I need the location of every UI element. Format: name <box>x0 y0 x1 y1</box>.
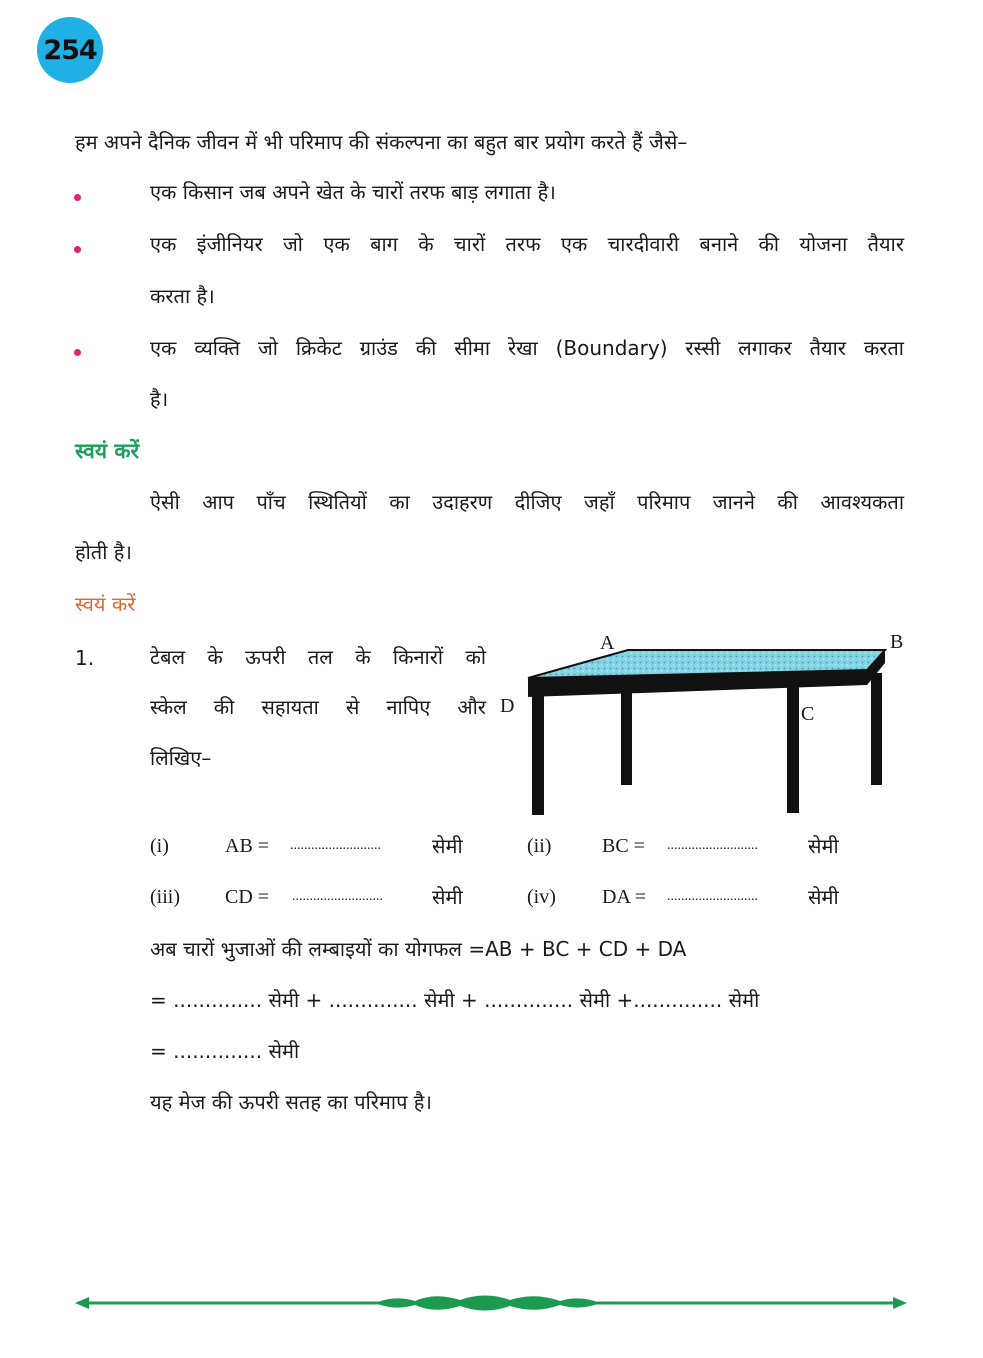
measure-cd-number: (iii) <box>150 886 180 908</box>
measure-bc-number: (ii) <box>527 835 552 857</box>
section1-text-line2: होती है। <box>75 540 132 564</box>
question-number: 1. <box>75 646 95 670</box>
measure-bc-label: BC = <box>602 835 645 857</box>
vertex-label-d: D <box>500 695 515 717</box>
footer-divider <box>75 1288 907 1318</box>
vertex-label-c: C <box>801 703 815 725</box>
bullet-1-text: एक किसान जब अपने खेत के चारों तरफ बाड़ लगाता है। <box>150 180 556 204</box>
measure-cd-unit: सेमी <box>432 885 463 909</box>
measure-ab-number: (i) <box>150 835 169 857</box>
bullet-1 <box>74 194 81 201</box>
vertex-label-b: B <box>890 631 904 653</box>
vertex-label-a: A <box>600 632 615 654</box>
table-illustration <box>495 625 915 825</box>
measure-da-number: (iv) <box>527 886 556 908</box>
bullet-3-text-line2: है। <box>150 387 169 411</box>
measure-da-blank[interactable]: .......................... <box>667 889 758 904</box>
table-leg-front-right <box>787 685 799 813</box>
sum-line: अब चारों भुजाओं की लम्बाइयों का योगफल =AB + BC + CD + DA <box>150 937 687 961</box>
page-number-badge: 254 <box>37 17 103 83</box>
section2-heading: स्वयं करें <box>75 592 136 616</box>
intro-text: हम अपने दैनिक जीवन में भी परिमाप की संकल्पना का बहुत बार प्रयोग करते हैं जैसे– <box>75 130 688 154</box>
question-text-line3: लिखिए– <box>150 746 212 770</box>
measure-da-label: DA = <box>602 886 647 908</box>
table-leg-back-left <box>621 693 632 785</box>
measure-bc-blank[interactable]: .......................... <box>667 838 758 853</box>
measure-ab-unit: सेमी <box>432 834 463 858</box>
sum-equation[interactable]: = .............. सेमी + .............. सेमी + .............. सेमी +.............. सेमी <box>150 988 760 1012</box>
bullet-2 <box>74 246 81 253</box>
measure-ab-label: AB = <box>225 835 270 857</box>
section1-text-line1: ऐसी आप पाँच स्थितियों का उदाहरण दीजिए जहाँ परिमाप जानने की आवश्यकता <box>150 490 904 514</box>
question-text-line1: टेबल के ऊपरी तल के किनारों को <box>150 645 486 669</box>
table-leg-back-right <box>871 673 882 785</box>
table-leg-front-left <box>532 695 544 815</box>
total-equation[interactable]: = .............. सेमी <box>150 1039 300 1063</box>
measure-cd-label: CD = <box>225 886 270 908</box>
conclusion-text: यह मेज की ऊपरी सतह का परिमाप है। <box>150 1090 432 1114</box>
bullet-3-text-line1: एक व्यक्ति जो क्रिकेट ग्राउंड की सीमा रेखा (Boundary) रस्सी लगाकर तैयार करता <box>150 336 904 360</box>
bullet-3 <box>74 349 81 356</box>
question-text-line2: स्केल की सहायता से नापिए और <box>150 695 486 719</box>
measure-da-unit: सेमी <box>808 885 839 909</box>
section1-heading: स्वयं करें <box>75 439 140 463</box>
measure-cd-blank[interactable]: .......................... <box>292 889 383 904</box>
measure-ab-blank[interactable]: .......................... <box>290 838 381 853</box>
measure-bc-unit: सेमी <box>808 834 839 858</box>
bullet-2-text-line1: एक इंजीनियर जो एक बाग के चारों तरफ एक चारदीवारी बनाने की योजना तैयार <box>150 232 904 256</box>
bullet-2-text-line2: करता है। <box>150 284 215 308</box>
